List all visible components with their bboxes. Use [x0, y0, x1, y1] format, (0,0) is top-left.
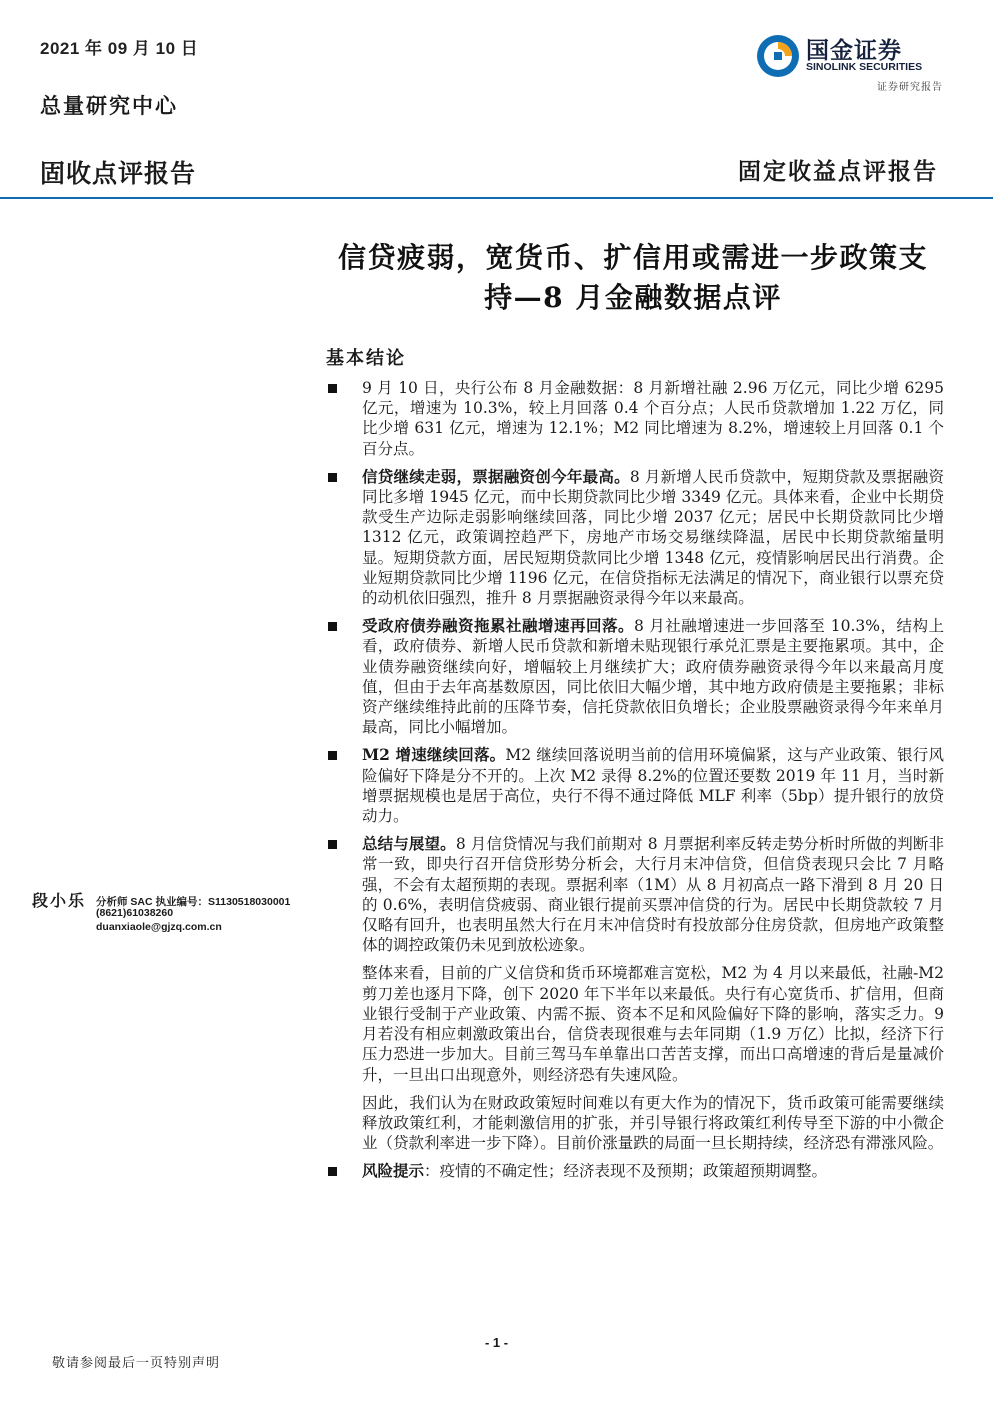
body-paragraph: 因此，我们认为在财政政策短时间难以有更大作为的情况下，货币政策可能需要继续释放政策红利，才能刺激信用的扩张，并引导银行将政策红利传导至下游的中小微企业（贷款利率进一步下降）。目前价涨量跌的局面一旦长期持续，经济恐有滞涨风险。 [362, 1093, 944, 1153]
bullet-item [322, 467, 944, 608]
footer-disclaimer: 敬请参阅最后一页特别声明 [52, 1356, 221, 1371]
analyst-name: 段小乐 [32, 891, 87, 910]
report-title-line-1: 信贷疲弱，宽货币、扩信用或需进一步政策支 [337, 241, 928, 274]
analyst-certificate: 分析师 SAC 执业编号：S1130518030001 [96, 896, 291, 908]
square-bullet-icon [328, 384, 337, 393]
page-number: - 1 - [484, 1335, 509, 1350]
bullet-item [322, 834, 944, 955]
bullet-item [322, 745, 944, 826]
logo-mark-icon [754, 32, 802, 80]
research-center: 总量研究中心 [40, 93, 178, 118]
company-logo [752, 30, 944, 82]
report-title-line-2: 持—8 月金融数据点评 [484, 281, 782, 314]
square-bullet-icon [328, 1167, 337, 1176]
risk-text: ：疫情的不确定性；经济表现不及预期；政策超预期调整。 [424, 1162, 828, 1181]
logo-english-name: SINOLINK SECURITIES [806, 61, 923, 73]
bullet-text: 8 月社融增速进一步回落至 10.3%，结构上看，政府债券、新增人民币贷款和新增未贴现银行承兑汇票是主要拖累项。其中，企业债券融资继续向好，增幅较上月继续扩大；政府债券融资录得今年以来最高月度值，但由于去年高基数原因，同比依旧大幅少增，其中地方政府债是主要拖累；非标资产继续维持此前的压降节奏，信托贷款依旧负增长；企业股票融资录得今年来单月最高，同比小幅增加。 [362, 617, 944, 737]
bullet-heading: 总结与展望。 [362, 834, 456, 854]
analyst-email[interactable]: duanxiaole@gjzq.com.cn [96, 921, 222, 933]
risk-heading: 风险提示 [362, 1161, 425, 1181]
bullet-text: M2 继续回落说明当前的信用环境偏紧，这与产业政策、银行风险偏好下降是分不开的。上次 M2 录得 8.2%的位置还要数 2019 年 11 月，当时新增票据规模也是居于高位，央行不得不通过降低 MLF 利率（5bp）提升银行的放贷动力。 [362, 746, 944, 826]
square-bullet-icon [328, 622, 337, 631]
analyst-phone: (8621)61038260 [96, 907, 174, 919]
bullet-heading: 信贷继续走弱，票据融资创今年最高。 [362, 466, 630, 486]
bullet-text: 8 月信贷情况与我们前期对 8 月票据利率反转走势分析时所做的判断非常一致，即央行召开信贷形势分析会，大行月末冲信贷，但信贷表现只会比 7 月略强，不会有太超预期的表现。票据利率（1M）从 8 月初高点一路下滑到 8 月 20 日的 0.6%，表明信贷疲弱、商业银行提前买票冲信贷的行为。居民中长期贷款较 7 月仅略有回升，也表明虽然大行在月末冲信贷时有投放部分住房贷款，但房地产政策整体的调控政策仍未见到放松迹象。 [362, 835, 944, 955]
bullet-text: 8 月新增人民币贷款中，短期贷款及票据融资同比多增 1945 亿元，而中长期贷款同比少增 3349 亿元。具体来看，企业中长期贷款受生产边际走弱影响继续回落，同比少增 2037 亿元；居民中长期贷款同比少增 1312 亿元，政策调控趋严下，房地产市场交易继续降温，居民中长期贷款缩量明显。短期贷款方面，居民短期贷款同比少增 1348 亿元，疫情影响居民出行消费。企业短期贷款同比少增 1196 亿元，在信贷指标无法满足的情况下，商业银行以票充贷的动机依旧强烈，推升 8 月票据融资录得今年以来最高。 [362, 467, 944, 608]
bullet-item [322, 378, 944, 459]
report-type-right: 固定收益点评报告 [738, 158, 938, 185]
header-divider [0, 197, 993, 199]
report-date: 2021 年 09 月 10 日 [40, 39, 199, 58]
bullet-item [322, 616, 944, 737]
square-bullet-icon [328, 473, 337, 482]
conclusion-body [322, 378, 944, 1190]
logo-subtitle: 证券研究报告 [877, 82, 943, 93]
logo-chinese-name: 国金证券 [806, 37, 902, 63]
section-heading: 基本结论 [326, 348, 406, 369]
report-title [318, 238, 948, 318]
risk-warning [322, 1161, 944, 1181]
bullet-text: 9 月 10 日，央行公布 8 月金融数据：8 月新增社融 2.96 万亿元，同比少增 6295 亿元，增速为 10.3%，较上月回落 0.4 个百分点；人民币贷款增加 1.22 万亿，同比少增 631 亿元，增速为 12.1%；M2 同比增速为 8.2%，增速较上月回落 0.1 个百分点。 [362, 379, 944, 458]
bullet-heading: M2 增速继续回落。 [362, 745, 506, 765]
square-bullet-icon [328, 840, 337, 849]
bullet-heading: 受政府债券融资拖累社融增速再回落。 [362, 616, 635, 636]
square-bullet-icon [328, 751, 337, 760]
body-paragraph: 整体来看，目前的广义信贷和货币环境都难言宽松，M2 为 4 月以来最低，社融-M2 剪刀差也逐月下降，创下 2020 年下半年以来最低。央行有心宽货币、扩信用，但商业银行受制于产业政策、内需不振、资本不足和风险偏好下降的影响，落实乏力。9 月若没有相应刺激政策出台，信贷表现很难与去年同期（1.9 万亿）比拟，经济下行压力恐进一步加大。目前三驾马车单靠出口苦苦支撑，而出口高增速的背后是量减价升，一旦出口出现意外，则经济恐有失速风险。 [362, 964, 944, 1084]
report-type: 固收点评报告 [40, 160, 197, 188]
